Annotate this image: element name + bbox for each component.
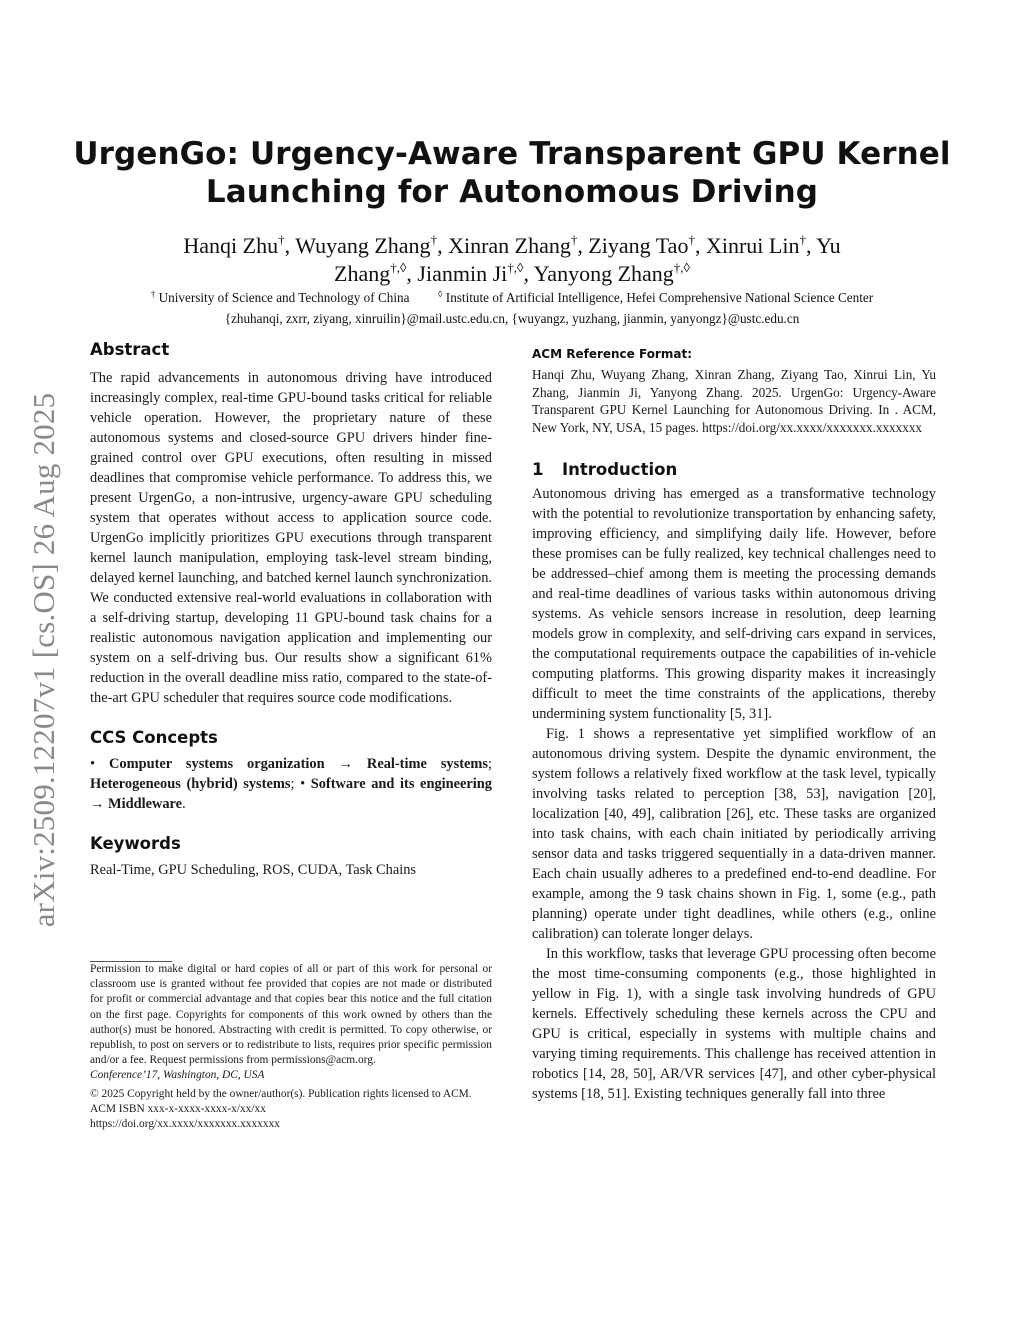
intro-paragraph-2: Fig. 1 shows a representative yet simplified workflow of an autonomous driving system. Despite the dynamic environment, the system follows a relatively fixed workflow at the task level, typically involving tasks related to perception [38, 53], navigation [20], localization [40, 49], calibration [26], etc. These tasks are organized into task chains, with each chain initiated by periodically arriving sensor data and tasks triggered sequentially in a data-driven manner. Each chain usually adheres to a predefined end-to-end deadline. For example, among the 9 task chains shown in Fig. 1, some (e.g., path planning) operate under tight deadlines, while others (e.g., online calibration) can tolerate longer delays. — [532, 726, 936, 943]
permission-text: Permission to make digital or hard copies of all or part of this work for personal or classroom use is granted without fee provided that copies are not made or distributed for profit or commercial advantage and that copies bear this notice and the full citation on the first page. Copyrights for components of this work owned by others than the author(s) must be honored. Abstracting with credit is permitted. To copy otherwise, or republish, to post on servers or to redistribute to lists, requires prior specific permission and/or a fee. Request permissions from permissions@acm.org. — [90, 963, 492, 1067]
permission-footnote — [90, 962, 492, 1132]
author-mark: † — [688, 232, 695, 247]
affil-mark: † — [150, 289, 156, 299]
ccs-end: . — [182, 796, 186, 812]
ccs-heading: CCS Concepts — [90, 728, 218, 747]
affiliations — [60, 290, 964, 306]
author-name: Yanyong Zhang — [533, 261, 674, 286]
intro-paragraph-3: In this workflow, tasks that leverage GPU processing often become the most time-consuming components (e.g., those highlighted in yellow in Fig. 1), with a single task involving hundreds of GPU kernels. Effectively scheduling these kernels across the CPU and GPU is critical, especially in systems with multiple chains and varying timing requirements. This challenge has received attention in robotics [14, 28, 50], AR/VR services [47], and other cyber-physical systems [18, 51]. Existing techniques generally fall into three — [532, 946, 936, 1103]
author-mark: †,◊ — [507, 260, 524, 275]
ccs-sep: ; — [488, 756, 492, 772]
author-mark: †,◊ — [390, 260, 407, 275]
intro-paragraph-1: Autonomous driving has emerged as a transformative technology with the potential to revolutionize transportation by enhancing safety, improving efficiency, and simplifying daily life. However, before these promises can be fully realized, key technical challenges need to be addressed–chief among them is meeting the processing demands and real-time deadlines of various tasks within autonomous driving systems. As vehicle sensors increase in resolution, deep learning models grow in complexity, and self-driving cars expand in services, the computational requirements outpace the capabilities of in-vehicle computing platforms. This growing disparity makes it increasingly difficult to meet the time constraints of the applications, thereby undermining system functionality [5, 31]. — [532, 486, 936, 723]
abstract-text: The rapid advancements in autonomous driving have introduced increasingly complex, real-time GPU-bound tasks critical for reliable vehicle operation. However, the proprietary nature of these autonomous systems and closed-source GPU drivers hinder fine-grained control over GPU executions, often resulting in missed deadlines that compromise vehicle performance. To address this, we present UrgenGo, a non-intrusive, urgency-aware GPU scheduling system that operates without access to application source code. UrgenGo implicitly prioritizes GPU executions through transparent kernel launch manipulation, employing task-level stream binding, delayed kernel launching, and batched kernel launch synchronization. We conducted extensive real-world evaluations in collaboration with a self-driving startup, developing 11 GPU-bound task chains for a realistic autonomous navigation application and implementing our system on a self-driving bus. Our results show a significant 61% reduction in the overall deadline miss ratio, compared to the state-of-the-art GPU scheduler that requires source code modifications. — [90, 370, 492, 706]
copyright-line: © 2025 Copyright held by the owner/author(s). Publication rights licensed to ACM. — [90, 1087, 472, 1100]
acm-reference-text: Hanqi Zhu, Wuyang Zhang, Xinran Zhang, Ziyang Tao, Xinrui Lin, Yu Zhang, Jianmin Ji, Yanyong Zhang. 2025. UrgenGo: Urgency-Aware Transparent GPU Kernel Launching for Autonomous Driving. In . ACM, New York, NY, USA, 15 pages. https://doi.org/xx.xxxx/xxxxxxx.xxxxxxx — [532, 367, 936, 435]
paper-title-line-1: UrgenGo: Urgency-Aware Transparent GPU Kernel — [73, 136, 951, 172]
right-column — [532, 344, 936, 1104]
author-mark: †,◊ — [673, 260, 690, 275]
acm-reference-heading: ACM Reference Format: — [532, 347, 692, 361]
keywords-heading: Keywords — [90, 834, 181, 853]
doi-line: https://doi.org/xx.xxxx/xxxxxxx.xxxxxxx — [90, 1118, 280, 1131]
ccs-sep: ; — [290, 776, 295, 792]
author-name-part: Yu — [816, 233, 841, 258]
ccs-item: Software and its engineering → Middleware — [90, 776, 493, 812]
author-mark: † — [570, 232, 578, 247]
section-number: 1 — [532, 460, 544, 480]
ccs-bullet: • — [90, 756, 96, 772]
author-name: Hanqi Zhu — [183, 233, 279, 258]
author-name: Jianmin Ji — [417, 261, 508, 286]
introduction-heading — [532, 460, 936, 480]
author-name: Xinran Zhang — [448, 233, 571, 258]
ccs-item: Heterogeneous (hybrid) systems — [90, 776, 291, 792]
left-column — [90, 340, 492, 880]
conference-line: Conference’17, Washington, DC, USA — [90, 1069, 265, 1082]
author-name: Ziyang Tao — [588, 233, 689, 258]
author-name: Wuyang Zhang — [295, 233, 431, 258]
author-mark: † — [799, 232, 806, 247]
abstract-heading: Abstract — [90, 340, 170, 359]
author-name: Xinrui Lin — [705, 233, 800, 258]
author-line-1: Hanqi Zhu†, Wuyang Zhang†, Xinran Zhang†, Ziyang Tao†, Xinrui Lin†, Yu — [183, 232, 841, 258]
keywords-text: Real-Time, GPU Scheduling, ROS, CUDA, Task Chains — [90, 862, 416, 878]
ccs-concepts — [90, 754, 492, 814]
affiliation-1: University of Science and Technology of China — [158, 290, 410, 305]
ccs-bullet: • — [300, 776, 306, 792]
paper-title-line-2: Launching for Autonomous Driving — [205, 174, 819, 210]
author-line-2: Zhang†,◊, Jianmin Ji†,◊, Yanyong Zhang†,◊ — [334, 260, 690, 286]
affil-mark: ◊ — [438, 289, 443, 299]
section-title: Introduction — [562, 460, 678, 480]
author-mark: † — [278, 232, 285, 247]
author-emails: {zhuhanqi, zxrr, ziyang, xinruilin}@mail.ustc.edu.cn, {wuyangz, yuzhang, jianmin, yanyongz}@ustc.edu.cn — [224, 311, 800, 326]
ccs-item: Computer systems organization → Real-time systems — [109, 756, 488, 772]
author-mark: † — [430, 232, 438, 247]
author-name-part: Zhang — [334, 261, 391, 286]
isbn-line: ACM ISBN xxx-x-xxxx-xxxx-x/xx/xx — [90, 1102, 266, 1115]
arxiv-stamp-text: arXiv:2509.12207v1 [cs.OS] 26 Aug 2025 — [26, 392, 61, 928]
affiliation-2: Institute of Artificial Intelligence, Hefei Comprehensive National Science Center — [445, 290, 874, 305]
